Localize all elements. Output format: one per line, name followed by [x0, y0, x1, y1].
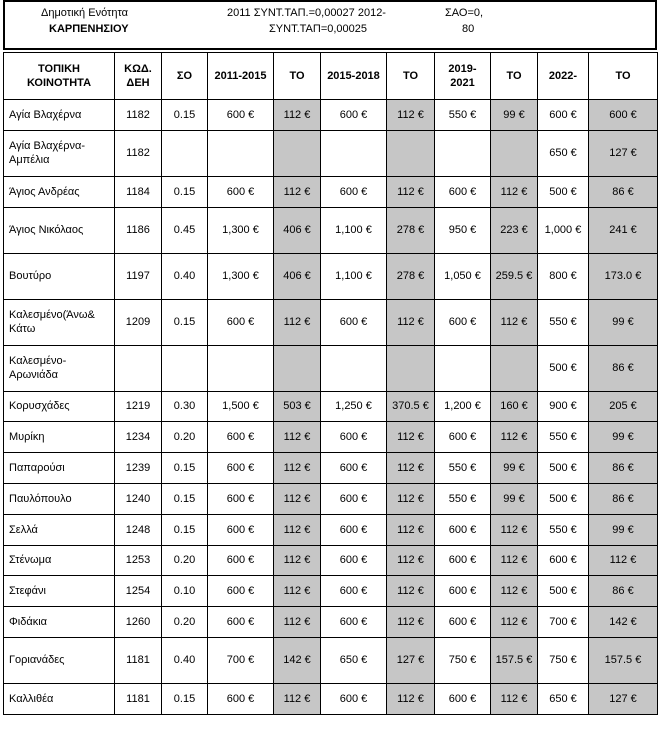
cell-to-2: 112 € — [387, 422, 435, 453]
cell-to-3: 112 € — [491, 545, 538, 576]
cell-to-3: 223 € — [491, 207, 538, 253]
cell-2015-2018: 600 € — [321, 422, 387, 453]
cell-to-1: 112 € — [274, 422, 321, 453]
cell-code: 1254 — [115, 576, 162, 607]
col-header-to-4: ΤΟ — [589, 53, 658, 100]
cell-to-2: 112 € — [387, 607, 435, 638]
cell-to-2: 112 € — [387, 100, 435, 131]
cell-to-4: 157.5 € — [589, 637, 658, 683]
cell-code: 1240 — [115, 483, 162, 514]
table-row — [4, 683, 658, 714]
cell-code: 1181 — [115, 683, 162, 714]
cell-to-3: 99 € — [491, 453, 538, 484]
col-header-code: ΚΩΔ. ΔΕΗ — [115, 53, 162, 100]
cell-community: Καλεσμένο-Αρωνιάδα — [4, 345, 115, 391]
cell-to-4: 173.0 € — [589, 253, 658, 299]
cell-code: 1260 — [115, 607, 162, 638]
cell-to-1: 503 € — [274, 391, 321, 422]
cell-2022: 550 € — [538, 514, 589, 545]
cell-to-1: 112 € — [274, 576, 321, 607]
cell-to-2: 112 € — [387, 545, 435, 576]
cell-to-3: 112 € — [491, 422, 538, 453]
cell-2022: 500 € — [538, 453, 589, 484]
cell-to-1: 112 € — [274, 607, 321, 638]
table-row — [4, 637, 658, 683]
cell-so: 0.40 — [162, 253, 208, 299]
cell-2022: 500 € — [538, 576, 589, 607]
cell-2015-2018: 600 € — [321, 607, 387, 638]
col-header-to-2: ΤΟ — [387, 53, 435, 100]
cell-to-4: 86 € — [589, 483, 658, 514]
cell-community: Καλεσμένο(Άνω& Κάτω — [4, 299, 115, 345]
cell-to-2: 112 € — [387, 683, 435, 714]
cell-2019-2021: 600 € — [435, 576, 491, 607]
cell-to-1: 406 € — [274, 207, 321, 253]
document-header — [3, 0, 657, 50]
cell-so: 0.45 — [162, 207, 208, 253]
cell-to-4: 99 € — [589, 514, 658, 545]
cell-2011-2015: 1,500 € — [208, 391, 274, 422]
cell-2019-2021: 600 € — [435, 683, 491, 714]
cell-2019-2021: 600 € — [435, 607, 491, 638]
col-header-2011-2015: 2011-2015 — [208, 53, 274, 100]
cell-2022: 650 € — [538, 683, 589, 714]
cell-2019-2021: 600 € — [435, 514, 491, 545]
cell-to-1 — [274, 345, 321, 391]
cell-to-1: 112 € — [274, 453, 321, 484]
cell-2019-2021: 600 € — [435, 176, 491, 207]
cell-2015-2018: 600 € — [321, 514, 387, 545]
cell-community: Φιδάκια — [4, 607, 115, 638]
cell-code: 1184 — [115, 176, 162, 207]
cell-to-4: 86 € — [589, 176, 658, 207]
cell-code: 1197 — [115, 253, 162, 299]
cell-2019-2021: 600 € — [435, 545, 491, 576]
cell-2011-2015: 600 € — [208, 176, 274, 207]
cell-community: Κορυσχάδες — [4, 391, 115, 422]
cell-2011-2015: 600 € — [208, 607, 274, 638]
table-row — [4, 176, 658, 207]
cell-to-4: 99 € — [589, 299, 658, 345]
cell-community: Γοριανάδες — [4, 637, 115, 683]
cell-2011-2015: 600 € — [208, 422, 274, 453]
cell-so: 0.20 — [162, 545, 208, 576]
cell-code: 1209 — [115, 299, 162, 345]
cell-code: 1234 — [115, 422, 162, 453]
cell-2022: 900 € — [538, 391, 589, 422]
table-row — [4, 453, 658, 484]
cell-to-2 — [387, 130, 435, 176]
cell-so: 0.15 — [162, 453, 208, 484]
cell-to-4: 142 € — [589, 607, 658, 638]
cell-2015-2018: 600 € — [321, 483, 387, 514]
cell-to-4: 241 € — [589, 207, 658, 253]
cell-community: Παπαρούσι — [4, 453, 115, 484]
col-header-community: ΤΟΠΙΚΗ ΚΟΙΝΟΤΗΤΑ — [4, 53, 115, 100]
cell-to-1: 112 € — [274, 483, 321, 514]
cell-so: 0.40 — [162, 637, 208, 683]
table-row — [4, 576, 658, 607]
table-row — [4, 545, 658, 576]
cell-to-1: 112 € — [274, 100, 321, 131]
cell-to-3: 157.5 € — [491, 637, 538, 683]
cell-so: 0.15 — [162, 100, 208, 131]
cell-community: Καλλιθέα — [4, 683, 115, 714]
table-row — [4, 345, 658, 391]
table-row — [4, 607, 658, 638]
cell-2015-2018: 600 € — [321, 100, 387, 131]
cell-to-2: 112 € — [387, 176, 435, 207]
cell-to-2: 112 € — [387, 453, 435, 484]
table-row — [4, 207, 658, 253]
cell-2019-2021: 550 € — [435, 483, 491, 514]
cell-2015-2018: 1,250 € — [321, 391, 387, 422]
cell-to-2: 278 € — [387, 253, 435, 299]
table-row — [4, 422, 658, 453]
cell-2022: 600 € — [538, 545, 589, 576]
cell-2015-2018 — [321, 345, 387, 391]
table-row — [4, 253, 658, 299]
cell-2022: 700 € — [538, 607, 589, 638]
cell-2022: 650 € — [538, 130, 589, 176]
header-line1-mid: 2011 ΣΥΝΤ.ΤΑΠ.=0,00027 2012- — [227, 7, 386, 19]
cell-2019-2021 — [435, 130, 491, 176]
cell-2019-2021: 550 € — [435, 100, 491, 131]
cell-2015-2018: 600 € — [321, 545, 387, 576]
cell-to-3: 112 € — [491, 576, 538, 607]
cell-to-3: 112 € — [491, 607, 538, 638]
cell-to-2: 278 € — [387, 207, 435, 253]
cell-so: 0.20 — [162, 422, 208, 453]
cell-to-3: 112 € — [491, 176, 538, 207]
header-line2-left: ΚΑΡΠΕΝΗΣΙΟΥ — [49, 23, 129, 35]
cell-2015-2018: 1,100 € — [321, 253, 387, 299]
cell-to-3: 259.5 € — [491, 253, 538, 299]
cell-to-1 — [274, 130, 321, 176]
col-header-to-1: ΤΟ — [274, 53, 321, 100]
col-header-2019-2021: 2019-2021 — [435, 53, 491, 100]
cell-2011-2015: 1,300 € — [208, 207, 274, 253]
cell-to-4: 112 € — [589, 545, 658, 576]
cell-to-4: 205 € — [589, 391, 658, 422]
cell-2011-2015 — [208, 130, 274, 176]
cell-2022: 500 € — [538, 483, 589, 514]
col-header-2022: 2022- — [538, 53, 589, 100]
cell-2019-2021: 550 € — [435, 453, 491, 484]
cell-to-2: 112 € — [387, 483, 435, 514]
cell-so: 0.15 — [162, 176, 208, 207]
cell-to-3: 99 € — [491, 483, 538, 514]
col-header-so: ΣΟ — [162, 53, 208, 100]
col-header-2015-2018: 2015-2018 — [321, 53, 387, 100]
header-line2-mid: ΣΥΝΤ.ΤΑΠ=0,00025 — [269, 23, 368, 35]
cell-so: 0.15 — [162, 683, 208, 714]
cell-2022: 750 € — [538, 637, 589, 683]
cell-to-3: 112 € — [491, 683, 538, 714]
cell-to-1: 112 € — [274, 176, 321, 207]
cell-community: Παυλόπουλο — [4, 483, 115, 514]
cell-to-2: 127 € — [387, 637, 435, 683]
cell-to-3: 160 € — [491, 391, 538, 422]
cell-2011-2015: 600 € — [208, 100, 274, 131]
cell-to-4: 127 € — [589, 683, 658, 714]
cell-2011-2015: 600 € — [208, 514, 274, 545]
cell-to-4: 86 € — [589, 576, 658, 607]
cell-to-3: 99 € — [491, 100, 538, 131]
table-row — [4, 514, 658, 545]
cell-code: 1253 — [115, 545, 162, 576]
cell-2015-2018: 600 € — [321, 453, 387, 484]
header-row — [4, 53, 658, 100]
cell-to-2: 370.5 € — [387, 391, 435, 422]
cell-2015-2018: 650 € — [321, 637, 387, 683]
cell-2019-2021: 1,050 € — [435, 253, 491, 299]
cell-code: 1186 — [115, 207, 162, 253]
cell-to-2: 112 € — [387, 514, 435, 545]
cell-community: Σελλά — [4, 514, 115, 545]
cell-2019-2021: 600 € — [435, 299, 491, 345]
cell-2011-2015: 600 € — [208, 576, 274, 607]
cell-to-4: 127 € — [589, 130, 658, 176]
cell-2011-2015: 1,300 € — [208, 253, 274, 299]
cell-code: 1182 — [115, 130, 162, 176]
cell-code: 1181 — [115, 637, 162, 683]
cell-to-2 — [387, 345, 435, 391]
cell-community: Βουτύρο — [4, 253, 115, 299]
cell-2015-2018: 600 € — [321, 299, 387, 345]
cell-so: 0.15 — [162, 483, 208, 514]
cell-community: Μυρίκη — [4, 422, 115, 453]
cell-community: Στεφάνι — [4, 576, 115, 607]
cell-so — [162, 345, 208, 391]
header-line2-right: 80 — [462, 23, 475, 35]
cell-2019-2021: 950 € — [435, 207, 491, 253]
cell-2011-2015 — [208, 345, 274, 391]
cell-2015-2018: 600 € — [321, 176, 387, 207]
cell-2011-2015: 600 € — [208, 453, 274, 484]
cell-to-1: 142 € — [274, 637, 321, 683]
cell-2022: 550 € — [538, 299, 589, 345]
cell-to-1: 112 € — [274, 545, 321, 576]
cell-to-3: 112 € — [491, 514, 538, 545]
cell-to-4: 86 € — [589, 345, 658, 391]
cell-2011-2015: 600 € — [208, 545, 274, 576]
cell-to-3: 112 € — [491, 299, 538, 345]
rates-table — [3, 52, 658, 715]
cell-2019-2021: 1,200 € — [435, 391, 491, 422]
cell-community: Αγία Βλαχέρνα-Αμπέλια — [4, 130, 115, 176]
cell-to-1: 406 € — [274, 253, 321, 299]
cell-to-4: 99 € — [589, 422, 658, 453]
cell-to-1: 112 € — [274, 683, 321, 714]
cell-code: 1239 — [115, 453, 162, 484]
table-row — [4, 391, 658, 422]
cell-community: Άγιος Νικόλαος — [4, 207, 115, 253]
cell-2022: 550 € — [538, 422, 589, 453]
cell-code — [115, 345, 162, 391]
cell-to-1: 112 € — [274, 514, 321, 545]
cell-to-4: 600 € — [589, 100, 658, 131]
cell-so: 0.15 — [162, 299, 208, 345]
cell-to-2: 112 € — [387, 576, 435, 607]
cell-2011-2015: 700 € — [208, 637, 274, 683]
cell-2011-2015: 600 € — [208, 299, 274, 345]
cell-so: 0.15 — [162, 514, 208, 545]
cell-2022: 600 € — [538, 100, 589, 131]
cell-2022: 500 € — [538, 176, 589, 207]
cell-to-2: 112 € — [387, 299, 435, 345]
cell-code: 1248 — [115, 514, 162, 545]
table-row — [4, 100, 658, 131]
cell-2022: 800 € — [538, 253, 589, 299]
cell-to-3 — [491, 345, 538, 391]
cell-so — [162, 130, 208, 176]
cell-community: Στένωμα — [4, 545, 115, 576]
cell-2015-2018: 600 € — [321, 683, 387, 714]
col-header-to-3: ΤΟ — [491, 53, 538, 100]
cell-2019-2021: 750 € — [435, 637, 491, 683]
cell-so: 0.10 — [162, 576, 208, 607]
cell-2022: 1,000 € — [538, 207, 589, 253]
table-body — [4, 100, 658, 715]
cell-to-4: 86 € — [589, 453, 658, 484]
cell-to-3 — [491, 130, 538, 176]
table-row — [4, 483, 658, 514]
cell-so: 0.30 — [162, 391, 208, 422]
cell-2015-2018: 600 € — [321, 576, 387, 607]
cell-2022: 500 € — [538, 345, 589, 391]
cell-code: 1219 — [115, 391, 162, 422]
cell-community: Αγία Βλαχέρνα — [4, 100, 115, 131]
cell-2019-2021 — [435, 345, 491, 391]
header-line1-left: Δημοτική Ενότητα — [41, 7, 129, 19]
cell-2011-2015: 600 € — [208, 483, 274, 514]
table-row — [4, 299, 658, 345]
cell-2019-2021: 600 € — [435, 422, 491, 453]
cell-community: Άγιος Ανδρέας — [4, 176, 115, 207]
cell-to-1: 112 € — [274, 299, 321, 345]
cell-so: 0.20 — [162, 607, 208, 638]
cell-2015-2018: 1,100 € — [321, 207, 387, 253]
cell-2015-2018 — [321, 130, 387, 176]
cell-2011-2015: 600 € — [208, 683, 274, 714]
header-line1-right: ΣΑΟ=0, — [445, 7, 484, 19]
cell-code: 1182 — [115, 100, 162, 131]
table-row — [4, 130, 658, 176]
